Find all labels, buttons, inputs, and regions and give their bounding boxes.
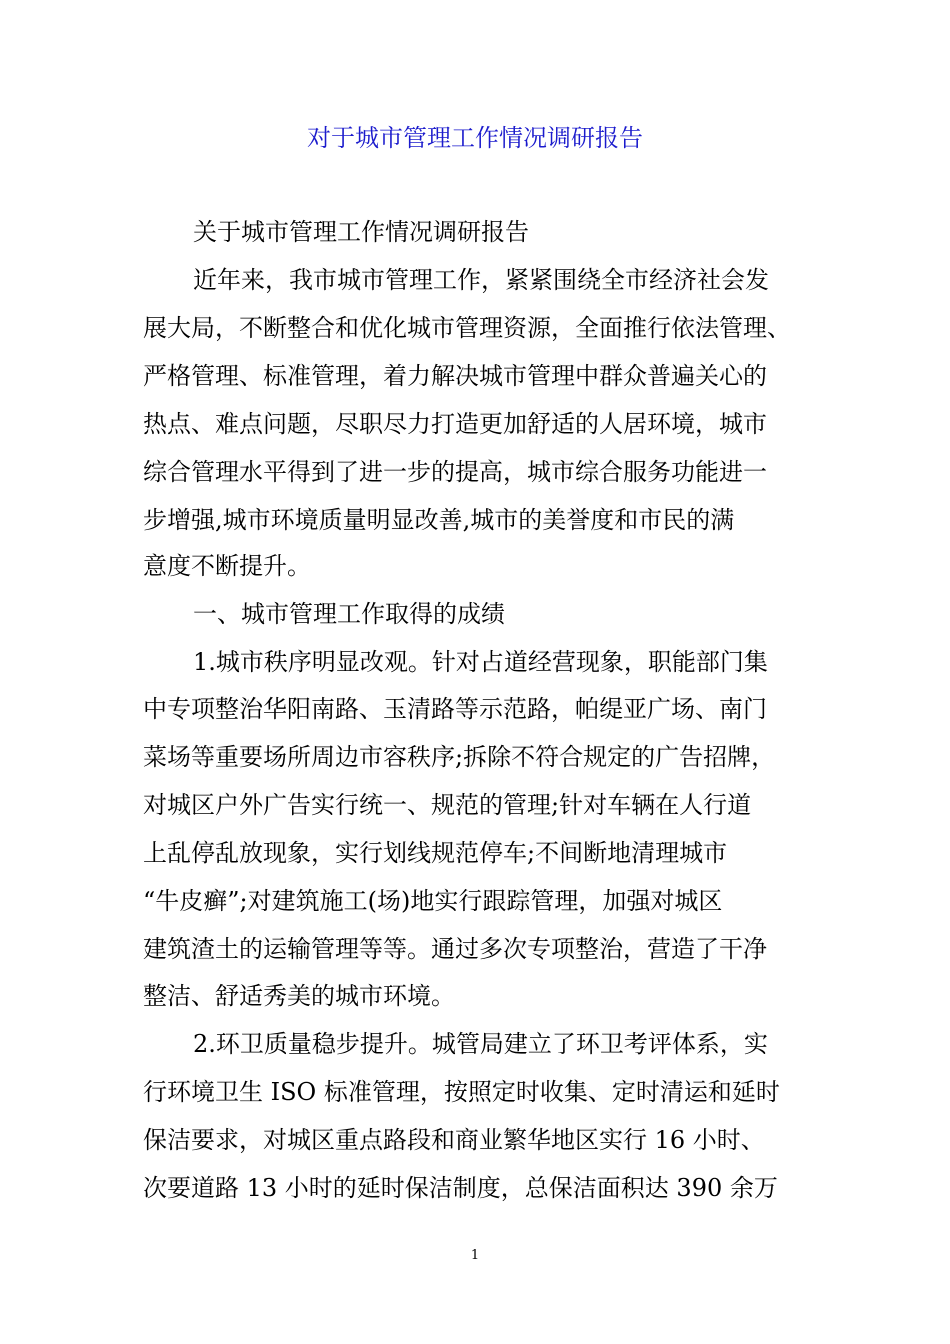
subtitle-line: 关于城市管理工作情况调研报告 xyxy=(193,218,529,246)
paragraph-line: 对城区户外广告实行统一、规范的管理;针对车辆在人行道 xyxy=(143,791,752,819)
paragraph-line: 整洁、舒适秀美的城市环境。 xyxy=(143,982,455,1010)
paragraph-line: 步增强,城市环境质量明显改善,城市的美誉度和市民的满 xyxy=(143,506,735,534)
document-title: 对于城市管理工作情况调研报告 xyxy=(307,124,643,152)
paragraph-line: 严格管理、标准管理，着力解决城市管理中群众普遍关心的 xyxy=(143,362,767,390)
paragraph-line: 中专项整治华阳南路、玉清路等示范路，帕缇亚广场、南门 xyxy=(143,695,767,723)
paragraph-line: 综合管理水平得到了进一步的提高，城市综合服务功能进一 xyxy=(143,458,767,486)
paragraph-line: 次要道路 13 小时的延时保洁制度，总保洁面积达 390 余万 xyxy=(143,1174,778,1202)
paragraph-line: 1.城市秩序明显改观。针对占道经营现象，职能部门集 xyxy=(193,648,768,676)
paragraph-line: 意度不断提升。 xyxy=(143,552,311,580)
paragraph-line: 菜场等重要场所周边市容秩序;拆除不符合规定的广告招牌， xyxy=(143,743,776,771)
paragraph-line: 近年来，我市城市管理工作，紧紧围绕全市经济社会发 xyxy=(193,266,769,294)
paragraph-line: 建筑渣土的运输管理等等。通过多次专项整治，营造了干净 xyxy=(143,935,767,963)
page-number: 1 xyxy=(470,1248,480,1263)
section-heading: 一、城市管理工作取得的成绩 xyxy=(193,600,505,628)
paragraph-line: 展大局，不断整合和优化城市管理资源，全面推行依法管理、 xyxy=(143,314,791,342)
paragraph-line: 保洁要求，对城区重点路段和商业繁华地区实行 16 小时、 xyxy=(143,1126,765,1154)
paragraph-line: 2.环卫质量稳步提升。城管局建立了环卫考评体系，实 xyxy=(193,1030,768,1058)
paragraph-line: “牛皮癣”;对建筑施工(场)地实行跟踪管理，加强对城区 xyxy=(143,887,723,915)
paragraph-line: 热点、难点问题，尽职尽力打造更加舒适的人居环境，城市 xyxy=(143,410,767,438)
paragraph-line: 行环境卫生 ISO 标准管理，按照定时收集、定时清运和延时 xyxy=(143,1078,780,1106)
paragraph-line: 上乱停乱放现象，实行划线规范停车;不间断地清理城市 xyxy=(143,839,728,867)
